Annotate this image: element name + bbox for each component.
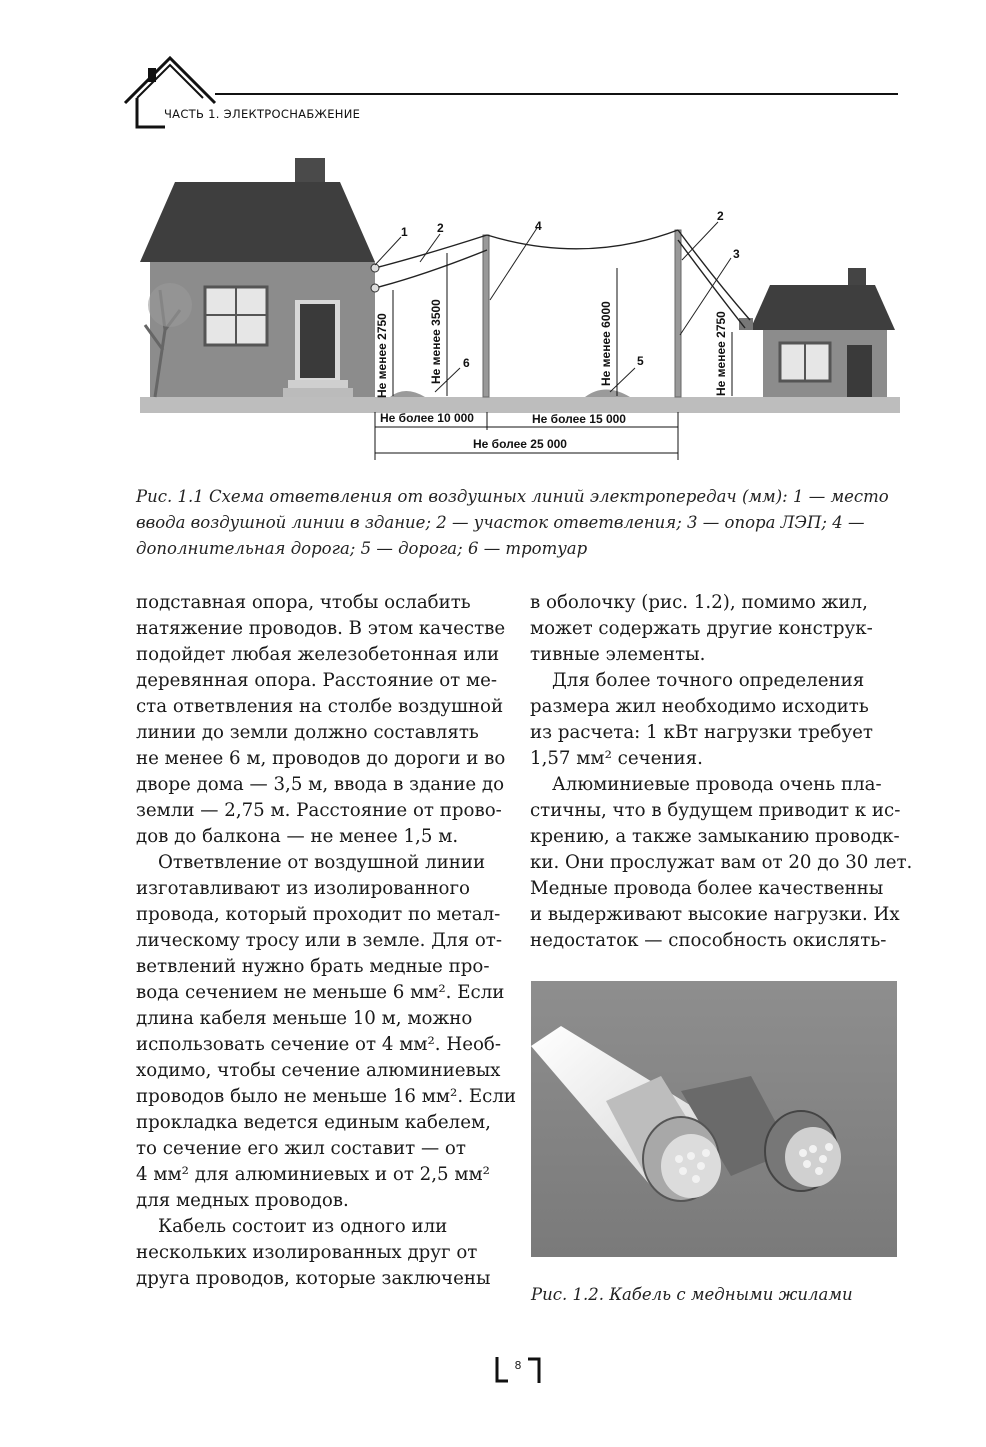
text-line: стичны, что в будущем приводит к ис- bbox=[530, 800, 901, 821]
body-left-column bbox=[136, 590, 517, 1292]
figure1-caption: Рис. 1.1 Схема ответвления от воздушных линий электропередач (мм): 1 — место ввода воздушной линии в здание; 2 — участок ответвления; 3 — опора ЛЭП; 4 — дополнительная дорога; 5 — дорога; 6 — тротуар bbox=[136, 487, 889, 558]
text-line: изготавливают из изолированного bbox=[136, 878, 470, 899]
text-line: использовать сечение от 4 мм². Необ- bbox=[136, 1034, 502, 1055]
text-line: в оболочку (рис. 1.2), помимо жил, bbox=[530, 592, 868, 613]
label-2a: 2 bbox=[437, 221, 444, 235]
dim-3500: Не менее 3500 bbox=[429, 299, 443, 384]
label-3: 3 bbox=[733, 247, 740, 261]
text-line: дворе дома — 3,5 м, ввода в здание до bbox=[136, 774, 505, 795]
label-6: 6 bbox=[463, 356, 470, 370]
text-line: вода сечением не меньше 6 мм². Если bbox=[136, 982, 505, 1003]
text-line: ки. Они прослужат вам от 20 до 30 лет. bbox=[530, 852, 913, 873]
text-line: то сечение его жил составит — от bbox=[136, 1138, 466, 1159]
text-line: Ответвление от воздушной линии bbox=[158, 852, 486, 873]
dim-2750-left: Не менее 2750 bbox=[375, 313, 389, 398]
left-house bbox=[140, 158, 375, 397]
text-line: может содержать другие конструк- bbox=[530, 618, 873, 639]
text-line: размера жил необходимо исходить bbox=[530, 696, 869, 717]
text-line: из расчета: 1 кВт нагрузки требует bbox=[530, 722, 873, 743]
body-right-column bbox=[530, 590, 913, 954]
text-line: ходимо, чтобы сечение алюминиевых bbox=[136, 1060, 501, 1081]
text-line: недостаток — способность окислять- bbox=[530, 930, 887, 951]
dim-15000: Не более 15 000 bbox=[532, 412, 626, 426]
road-mound bbox=[585, 390, 630, 398]
sidewalk-mound bbox=[390, 391, 425, 397]
label-2b: 2 bbox=[717, 209, 724, 223]
text-line: лическому тросу или в земле. Для от- bbox=[136, 930, 502, 951]
text-line: не менее 6 м, проводов до дороги и во bbox=[136, 748, 506, 769]
dim-2750-right: Не менее 2750 bbox=[714, 311, 728, 396]
right-house bbox=[739, 268, 895, 397]
text-line: ветвлений нужно брать медные про- bbox=[136, 956, 490, 977]
copper-cable-photo bbox=[531, 981, 897, 1257]
text-line: Алюминиевые провода очень пла- bbox=[552, 774, 882, 795]
header-house-logo bbox=[0, 0, 986, 140]
text-line: тивные элементы. bbox=[530, 644, 706, 665]
figure2-caption: Рис. 1.2. Кабель с медными жилами bbox=[531, 1285, 853, 1304]
text-line: нескольких изолированных друг от bbox=[136, 1242, 478, 1263]
text-line: деревянная опора. Расстояние от ме- bbox=[136, 670, 498, 691]
text-line: и выдерживают высокие нагрузки. Их bbox=[530, 904, 900, 925]
text-line: для медных проводов. bbox=[136, 1190, 349, 1211]
text-line: Кабель состоит из одного или bbox=[158, 1216, 448, 1237]
text-line: подойдет любая железобетонная или bbox=[136, 644, 500, 665]
dim-6000: Не менее 6000 bbox=[599, 301, 613, 386]
text-line: подставная опора, чтобы ослабить bbox=[136, 592, 471, 613]
text-line: 4 мм² для алюминиевых и от 2,5 мм² bbox=[136, 1164, 490, 1185]
text-line: дов до балкона — не менее 1,5 м. bbox=[136, 826, 459, 847]
label-4: 4 bbox=[535, 219, 542, 233]
text-line: Для более точного определения bbox=[552, 670, 865, 691]
text-line: 1,57 мм² сечения. bbox=[530, 748, 703, 769]
text-line: Медные провода более качественны bbox=[530, 878, 884, 899]
text-line: проводов было не меньше 16 мм². Если bbox=[136, 1086, 517, 1107]
text-line: линии до земли должно составлять bbox=[136, 722, 479, 743]
text-line: прокладка ведется единым кабелем, bbox=[136, 1112, 491, 1133]
text-line: земли — 2,75 м. Расстояние от прово- bbox=[136, 800, 502, 821]
ground bbox=[140, 397, 900, 413]
label-1: 1 bbox=[401, 225, 408, 239]
utility-pole-2 bbox=[675, 230, 681, 397]
text-line: крению, а также замыканию проводк- bbox=[530, 826, 900, 847]
dim-25000: Не более 25 000 bbox=[473, 437, 567, 451]
branch-scheme-diagram bbox=[135, 150, 905, 470]
dim-10000: Не более 10 000 bbox=[380, 411, 474, 425]
text-line: друга проводов, которые заключены bbox=[136, 1268, 491, 1289]
text-line: натяжение проводов. В этом качестве bbox=[136, 618, 506, 639]
utility-pole-1 bbox=[483, 235, 489, 397]
page-header bbox=[0, 0, 986, 140]
label-5: 5 bbox=[637, 354, 644, 368]
text-line: ста ответвления на столбе воздушной bbox=[136, 696, 504, 717]
text-line: длина кабеля меньше 10 м, можно bbox=[136, 1008, 473, 1029]
section-title: ЧАСТЬ 1. ЭЛЕКТРОСНАБЖЕНИЕ bbox=[164, 107, 361, 121]
text-line: провода, который проходит по метал- bbox=[136, 904, 501, 925]
page-number: 8 bbox=[514, 1359, 522, 1372]
